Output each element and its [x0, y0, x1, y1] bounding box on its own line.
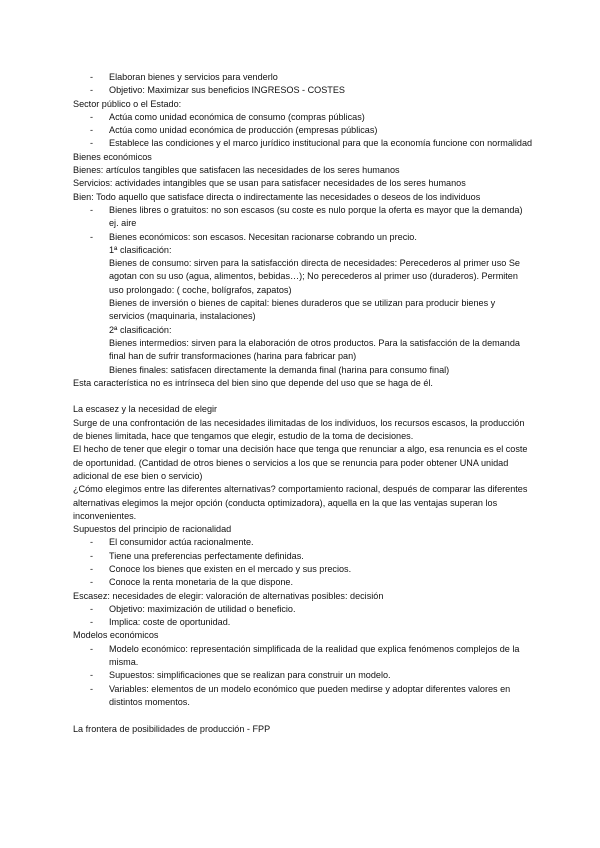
list-item: - Establece las condiciones y el marco jurídico institucional para que la economía funcione con normalidad — [73, 137, 533, 150]
list-item: - Bienes económicos: son escasos. Necesitan racionarse cobrando un precio. — [73, 231, 533, 244]
spacer — [73, 709, 533, 722]
paragraph: Bienes de inversión o bienes de capital: bienes duraderos que se utilizan para producir bienes y servicios (maquinaria, instalaciones) — [109, 298, 496, 322]
section-heading: La frontera de posibilidades de producción - FPP — [73, 723, 271, 734]
paragraph: El hecho de tener que elegir o tomar una decisión hace que tenga que renunciar a algo, esa renuncia es el coste de oportunidad. (Cantidad de otros bienes o servicios a los que se renuncia para poder obtener UNA unidad adicional de ese bien o servicio) — [73, 444, 528, 481]
list-item: - Objetivo: maximización de utilidad o beneficio. — [73, 603, 533, 616]
paragraph: Escasez: necesidades de elegir: valoración de alternativas posibles: decisión — [73, 590, 384, 601]
subheading: 1ª clasificación: — [109, 244, 172, 255]
section-heading: Modelos económicos — [73, 630, 159, 641]
subheading: 2ª clasificación: — [109, 324, 172, 335]
list-item: - Modelo económico: representación simplificada de la realidad que explica fenómenos complejos de la misma. — [73, 643, 533, 670]
list-item: - Variables: elementos de un modelo económico que pueden medirse y adoptar diferentes valores en distintos momentos. — [73, 683, 533, 710]
list-item: - Actúa como unidad económica de consumo (compras públicas) — [73, 111, 533, 124]
paragraph: Bienes: artículos tangibles que satisfacen las necesidades de los seres humanos — [73, 165, 400, 176]
paragraph: Bienes intermedios: sirven para la elaboración de otros productos. Para la satisfacción de la demanda final han de sufrir transformaciones (harina para fabricar pan) — [109, 337, 520, 362]
list-item: - Objetivo: Maximizar sus beneficios INGRESOS - COSTES — [73, 84, 533, 97]
list-item: - Tiene una preferencias perfectamente definidas. — [73, 550, 533, 563]
section-heading: Bienes económicos — [73, 151, 152, 162]
list-item: - Supuestos: simplificaciones que se realizan para construir un modelo. — [73, 669, 533, 682]
paragraph: Servicios: actividades intangibles que se usan para satisfacer necesidades de los seres humanos — [73, 178, 466, 189]
paragraph: Bienes de consumo: sirven para la satisfacción directa de necesidades: Perecederos al primer uso Se agotan con su uso (agua, alimentos, bebidas…); No perecederos al primer uso (duraderos). Permiten uso prolongado: ( coche, bolígrafos, zapatos) — [109, 258, 520, 295]
section-heading: Sector público o el Estado: — [73, 98, 182, 109]
list-item: - Elaboran bienes y servicios para venderlo — [73, 71, 533, 84]
list-item: - Conoce los bienes que existen en el mercado y sus precios. — [73, 563, 533, 576]
paragraph: Bien: Todo aquello que satisface directa o indirectamente las necesidades o deseos de los individuos — [73, 191, 481, 202]
paragraph: Supuestos del principio de racionalidad — [73, 524, 232, 535]
document-page — [73, 71, 533, 736]
paragraph: Esta característica no es intrínseca del bien sino que depende del uso que se haga de él. — [73, 377, 433, 388]
paragraph: Surge de una confrontación de las necesidades ilimitadas de los individuos, los recursos escasos, la producción de bienes limitada, hace que tengamos que elegir, estudio de la toma de decisiones. — [73, 417, 525, 442]
list-item: - Conoce la renta monetaria de la que dispone. — [73, 576, 533, 589]
list-item: - Bienes libres o gratuitos: no son escasos (su coste es nulo porque la oferta es mayor que la demanda) ej. aire — [73, 204, 533, 231]
spacer — [73, 390, 533, 403]
list-item: - El consumidor actúa racionalmente. — [73, 536, 533, 549]
list-item: - Actúa como unidad económica de producción (empresas públicas) — [73, 124, 533, 137]
paragraph: ¿Cómo elegimos entre las diferentes alternativas? comportamiento racional, después de comparar las diferentes alternativas elegimos la mejor opción (conducta optimizadora), aquella en la que las ventajas superan los inconvenientes. — [73, 484, 528, 521]
list-item: - Implica: coste de oportunidad. — [73, 616, 533, 629]
paragraph: Bienes finales: satisfacen directamente la demanda final (harina para consumo final) — [109, 364, 450, 375]
section-heading: La escasez y la necesidad de elegir — [73, 404, 218, 415]
